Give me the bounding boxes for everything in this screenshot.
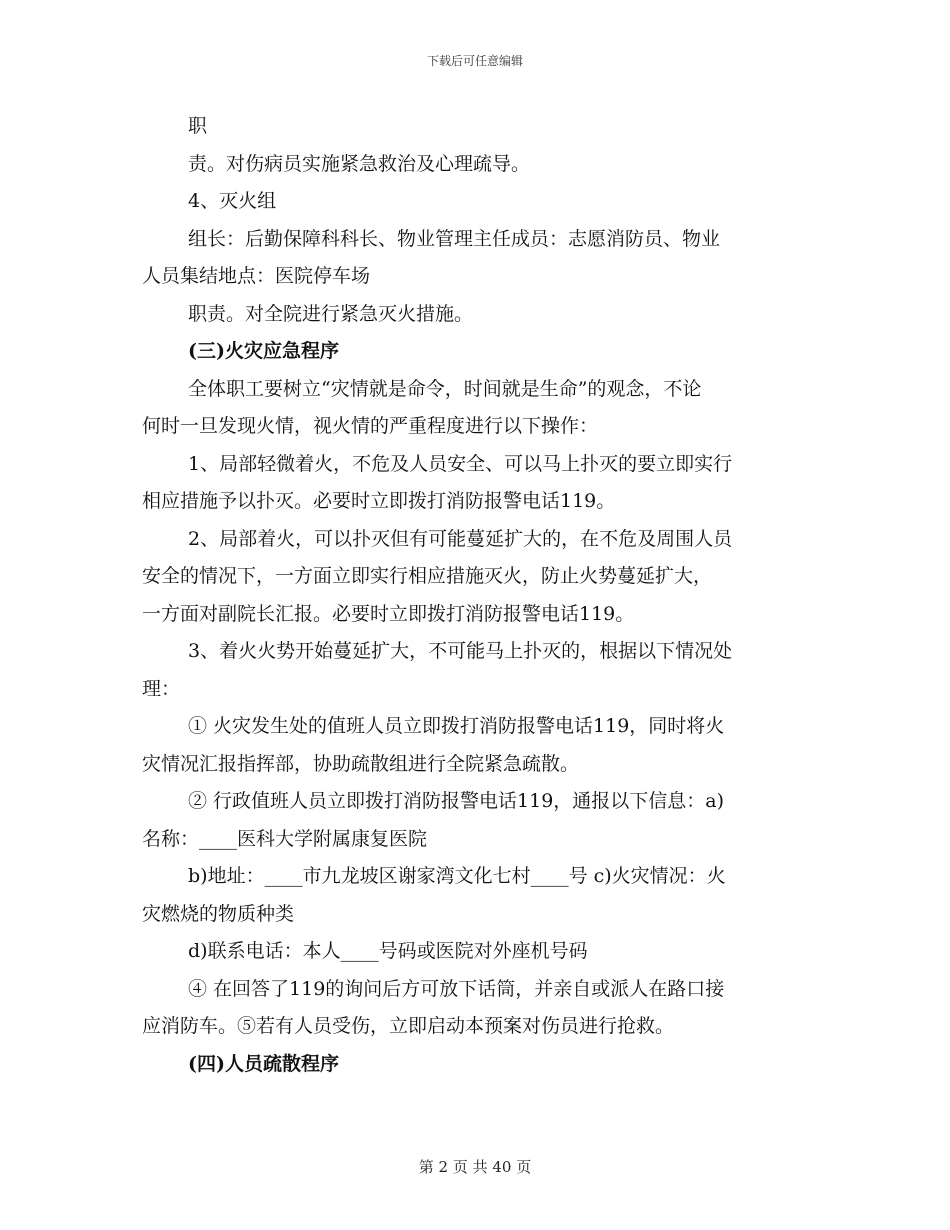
body-paragraph-line: b)地址：____市九龙坡区谢家湾文化七村____号 c)火灾情况：火 bbox=[188, 865, 726, 887]
body-paragraph-line: 名称：____医科大学附属康复医院 bbox=[142, 827, 428, 850]
body-paragraph-line: 职 bbox=[188, 115, 208, 137]
body-paragraph-line: 2、局部着火，可以扑灭但有可能蔓延扩大的，在不危及周围人员 bbox=[188, 527, 733, 550]
body-paragraph-line: 理： bbox=[142, 677, 181, 700]
body-paragraph-line: 全体职工要树立“灾情就是命令，时间就是生命”的观念，不论 bbox=[188, 377, 702, 400]
body-paragraph-line: 应消防车。⑤若有人员受伤，立即启动本预案对伤员进行抢救。 bbox=[142, 1015, 675, 1037]
body-paragraph-line: 安全的情况下，一方面立即实行相应措施灭火，防止火势蔓延扩大， bbox=[142, 565, 713, 587]
body-paragraph-line: d)联系电话：本人____号码或医院对外座机号码 bbox=[188, 940, 588, 962]
body-paragraph-line: 相应措施予以扑灭。必要时立即拨打消防报警电话119。 bbox=[142, 490, 616, 512]
body-paragraph-line: 组长：后勤保障科科长、物业管理主任成员：志愿消防员、物业 bbox=[188, 227, 721, 250]
body-paragraph-line: 一方面对副院长汇报。必要时立即拨打消防报警电话119。 bbox=[142, 602, 635, 625]
body-paragraph-line: 灾燃烧的物质种类 bbox=[142, 902, 295, 925]
section-heading: (三)火灾应急程序 bbox=[188, 340, 339, 362]
page-header: 下载后可任意编辑 bbox=[426, 54, 523, 68]
body-paragraph-line: ④ 在回答了119的询问后方可放下话筒，并亲自或派人在路口接 bbox=[188, 977, 725, 1000]
body-paragraph-line: 灾情况汇报指挥部，协助疏散组进行全院紧急疏散。 bbox=[142, 752, 580, 775]
body-paragraph-line: ① 火灾发生处的值班人员立即拨打消防报警电话119，同时将火 bbox=[188, 715, 725, 737]
body-paragraph-line: 何时一旦发现火情，视火情的严重程度进行以下操作： bbox=[142, 415, 599, 437]
body-paragraph-line: 1、局部轻微着火，不危及人员安全、可以马上扑灭的要立即实行 bbox=[188, 452, 733, 475]
body-paragraph-line: 3、着火火势开始蔓延扩大，不可能马上扑灭的，根据以下情况处 bbox=[188, 640, 733, 662]
body-paragraph-line: 4、灭火组 bbox=[188, 190, 277, 212]
page-footer: 第 2 页 共 40 页 bbox=[418, 1158, 532, 1176]
section-heading: (四)人员疏散程序 bbox=[188, 1052, 339, 1075]
body-paragraph-line: 责。对伤病员实施紧急救治及心理疏导。 bbox=[188, 152, 531, 175]
body-paragraph-line: 职责。对全院进行紧急灭火措施。 bbox=[188, 302, 474, 325]
document-body bbox=[142, 108, 812, 1083]
body-paragraph-line: ② 行政值班人员立即拨打消防报警电话119，通报以下信息：a) bbox=[188, 790, 725, 812]
body-paragraph-line: 人员集结地点：医院停车场 bbox=[142, 265, 371, 287]
